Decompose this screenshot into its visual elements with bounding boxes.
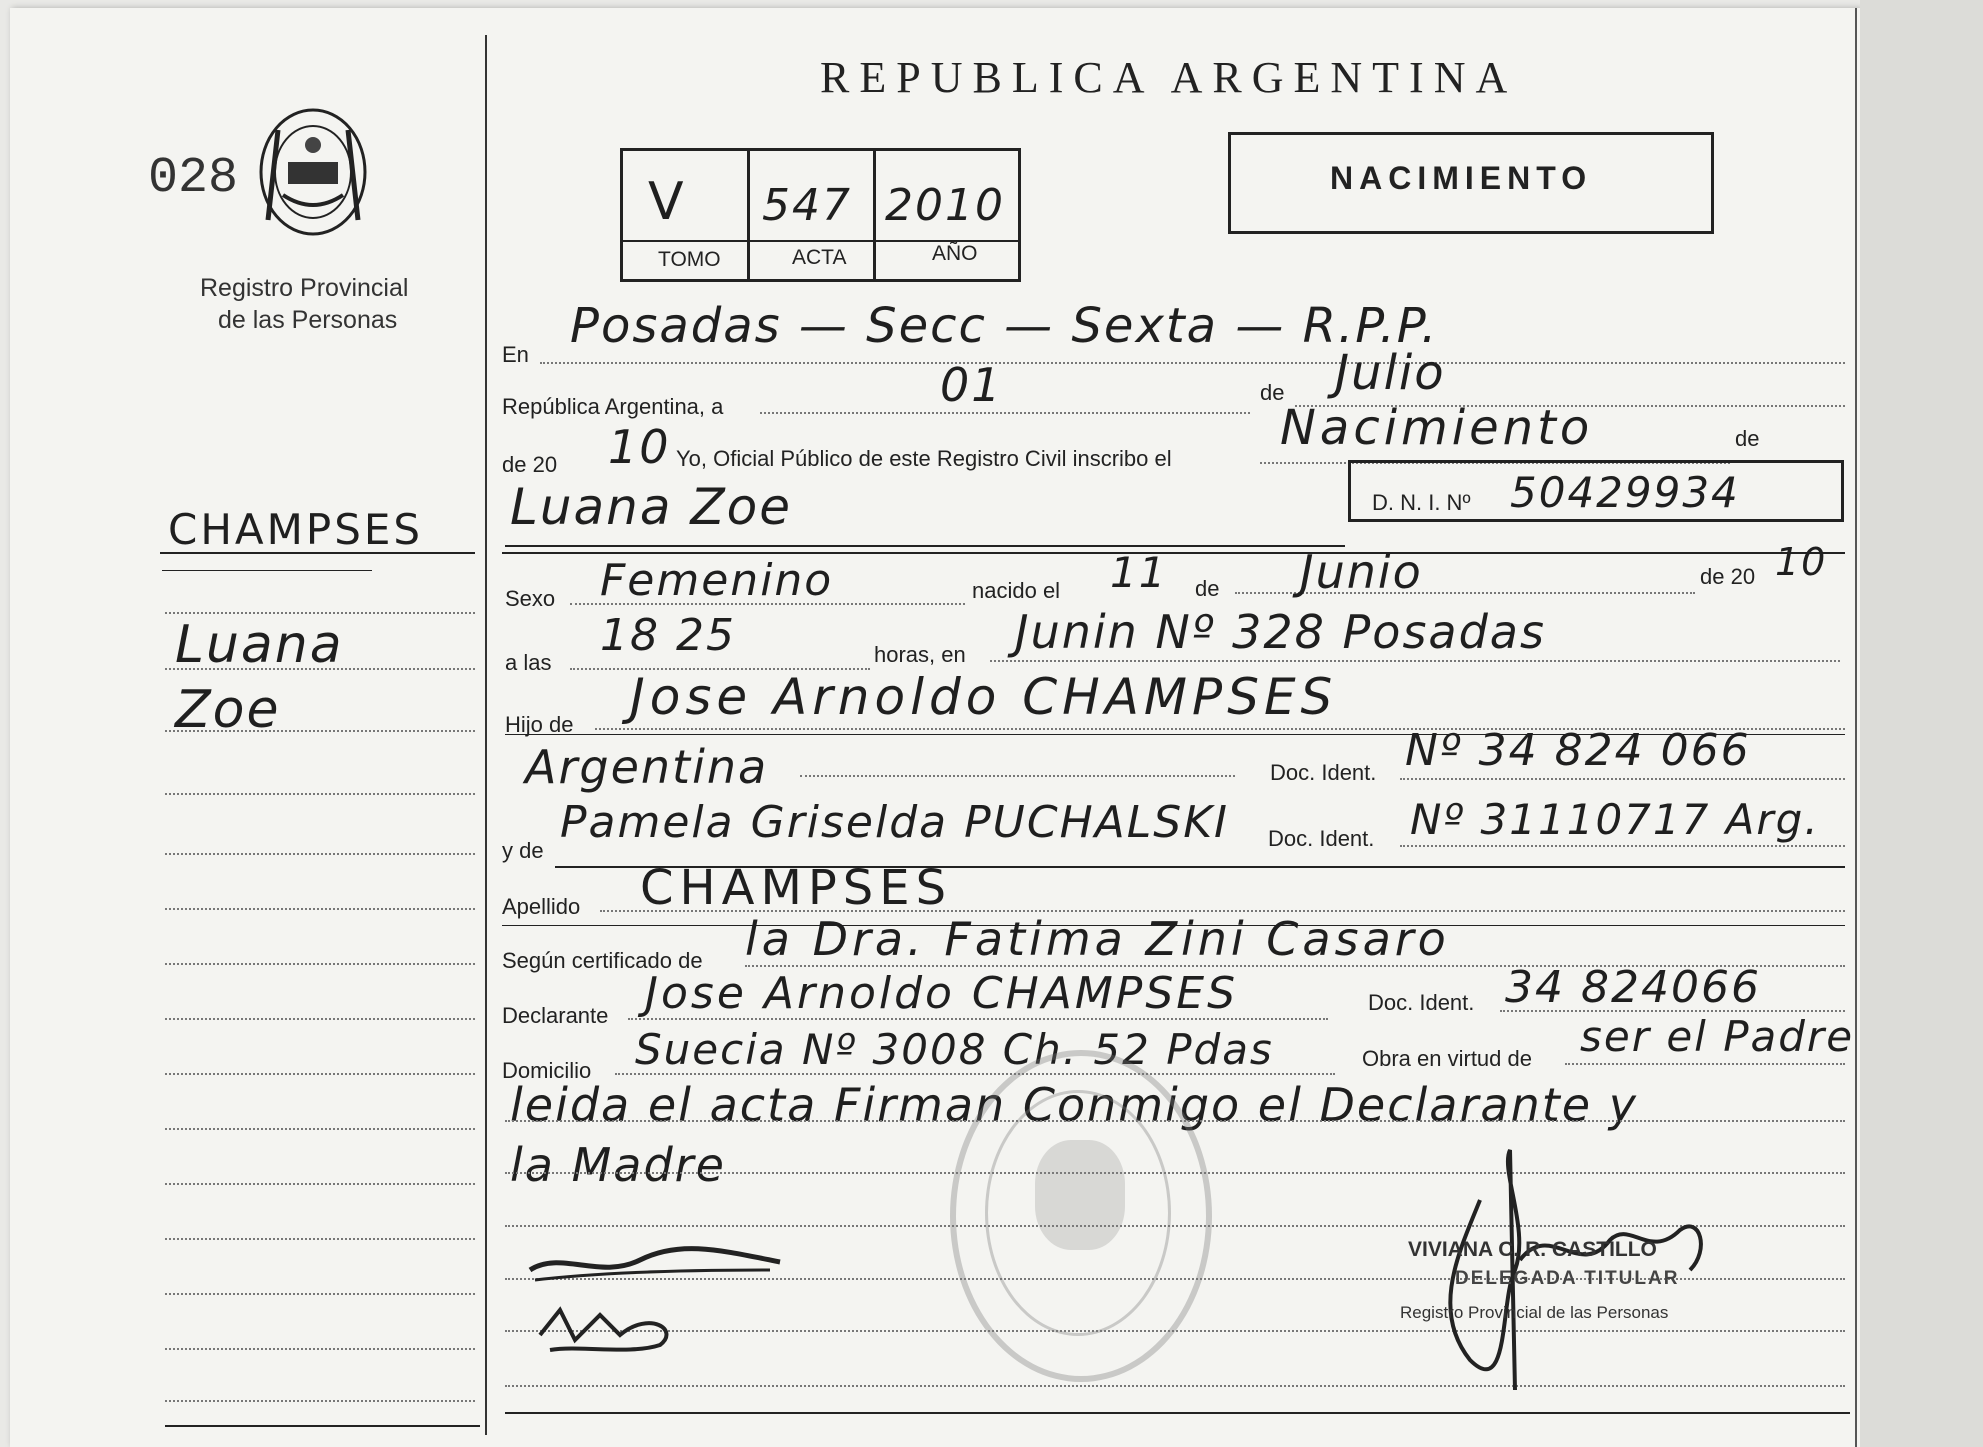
left-line [165,730,475,732]
left-line [165,1238,475,1240]
official-title: DELEGADA TITULAR [1455,1268,1680,1289]
mother-doc-line [1400,845,1845,847]
left-given-name1: Luana [175,615,344,675]
father-nationality: Argentina [525,740,769,794]
tomo-label: TOMO [658,248,721,271]
left-surname-line [160,552,475,554]
country-title: REPUBLICA ARGENTINA [820,53,1518,102]
year-value: 10 [608,420,671,474]
de-label2: de [1735,426,1760,451]
doc-label: Doc. Ident. [1270,760,1377,785]
yde-label: y de [502,838,544,863]
row-separator [502,552,1845,554]
notes-line2: la Madre [510,1138,726,1192]
name-line [505,545,1345,547]
tomo-value: V [648,172,686,232]
dni-label: D. N. I. Nº [1372,490,1471,515]
registry-line1: Registro Provincial [200,274,409,302]
record-type: NACIMIENTO [1330,160,1593,196]
segun-label: Según certificado de [502,948,703,973]
left-bottom-line [165,1425,480,1427]
month-value: Julio [1335,345,1446,401]
de20-label2: de 20 [1700,564,1756,589]
left-surname-underline [162,570,372,571]
obra-label: Obra en virtud de [1362,1046,1532,1071]
declarante-label: Declarante [502,1003,609,1028]
declarante-doc: 34 824066 [1505,962,1761,1013]
bottom-line [505,1412,1850,1414]
sexo-label: Sexo [505,586,556,611]
nationality-line [800,775,1235,777]
de-label: de [1260,380,1285,405]
hijo-label: Hijo de [505,712,574,737]
father-doc-line [1400,778,1845,780]
page-border-right [1855,8,1857,1447]
segun-value: la Dra. Fatima Zini Casaro [745,912,1450,966]
doc-label3: Doc. Ident. [1368,990,1475,1015]
en-value: Posadas — Secc — Sexta — R.P.P. [570,298,1439,354]
notes-line1: leida el acta Firman Conmigo el Declarante y [510,1078,1638,1132]
day-value: 01 [940,358,1003,412]
mother-doc: Nº 31110717 Arg. [1410,795,1820,844]
official-registry: Registro Provincial de las Personas [1400,1303,1669,1322]
birth-year: 10 [1775,540,1828,584]
column-divider [485,35,487,1435]
left-line [165,668,475,670]
acta-label: ACTA [792,246,847,269]
box-divider [873,148,876,279]
name-value: Luana Zoe [510,478,793,536]
left-line [165,1400,475,1402]
apellido-value: CHAMPSES [640,860,953,916]
time-value: 18 25 [600,610,736,661]
alas-label: a las [505,650,552,675]
place-value: Junin Nº 328 Posadas [1015,605,1546,659]
birth-day: 11 [1110,548,1168,597]
box-divider [747,148,750,279]
de20-label: de 20 [502,452,558,477]
serial-number: 028 [148,150,239,207]
left-line [165,1128,475,1130]
left-line [165,963,475,965]
left-line [165,1183,475,1185]
en-label: En [502,342,529,367]
yo-label: Yo, Oficial Público de este Registro Civil inscribo el [676,446,1172,471]
inscribo-value: Nacimiento [1280,400,1594,456]
left-line [165,1073,475,1075]
horas-label: horas, en [874,642,966,667]
en-line [540,362,1845,364]
next-page-edge [1860,0,1983,1447]
de-label3: de [1195,576,1220,601]
rep-label: República Argentina, a [502,394,724,419]
left-line [165,908,475,910]
apellido-label: Apellido [502,894,581,919]
domicilio-label: Domicilio [502,1058,592,1083]
declarante-value: Jose Arnoldo CHAMPSES [645,968,1238,1019]
father-doc: Nº 34 824 066 [1405,725,1751,776]
mother-value: Pamela Griselda PUCHALSKI [560,797,1230,848]
left-given-name2: Zoe [175,680,281,740]
domicilio-value: Suecia Nº 3008 Ch. 52 Pdas [635,1025,1274,1074]
stamp-emblem-icon [1035,1140,1125,1250]
left-line [165,853,475,855]
dni-value: 50429934 [1510,468,1740,517]
official-name: VIVIANA C. R. CASTILLO [1408,1238,1657,1261]
anio-value: 2010 [885,180,1005,231]
declarant-signature-icon [520,1240,820,1360]
birth-month: Junio [1300,545,1423,599]
left-line [165,1293,475,1295]
nacido-label: nacido el [972,578,1061,603]
left-line [165,1348,475,1350]
registry-line2: de las Personas [218,306,398,334]
acta-value: 547 [762,180,852,231]
left-line [165,793,475,795]
left-surname: CHAMPSES [168,505,424,554]
sexo-value: Femenino [600,555,834,606]
provincial-seal-icon [248,100,378,245]
left-line [165,1018,475,1020]
father-value: Jose Arnoldo CHAMPSES [630,668,1338,726]
place-line [990,660,1840,662]
obra-line [1565,1063,1845,1065]
obra-value: ser el Padre [1580,1012,1855,1061]
left-line [165,612,475,614]
doc-label2: Doc. Ident. [1268,826,1375,851]
anio-label: AÑO [932,242,978,265]
day-line [760,412,1250,414]
